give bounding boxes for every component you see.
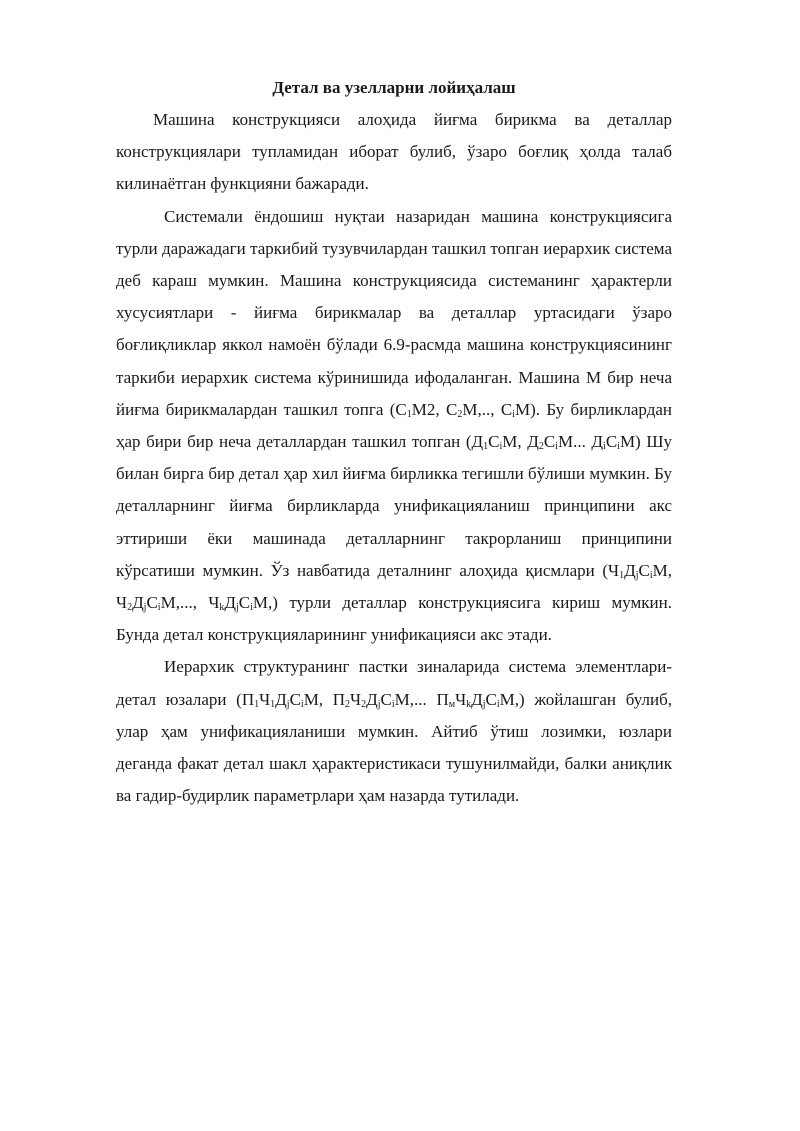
text-run: С (605, 432, 618, 452)
text-run: М, Ч (116, 560, 672, 613)
subscript: i (649, 569, 653, 581)
subscript: 2 (345, 698, 351, 710)
text-run: М,) турли деталлар конструкциясига кириш мумкин. Бунда детал конструкцияларининг унификацияси акс этади. (116, 593, 672, 645)
text-run: Иерархик структуранинг пастки зиналарида система элементлари-детал юзалари (П (116, 657, 672, 709)
subscript: м (448, 698, 456, 710)
text-run: М). Бу бирликлардан ҳар бири бир неча деталлардан ташкил топган (Д (116, 399, 672, 452)
text-run: Д (275, 689, 287, 709)
subscript: 2 (361, 698, 367, 710)
subscript: j (635, 569, 639, 581)
text-run: С (146, 593, 158, 613)
subscript: i (391, 698, 395, 710)
subscript: i (300, 698, 304, 710)
text-run: М, Д (502, 432, 539, 452)
subscript: i (499, 441, 503, 453)
subscript: i (555, 441, 558, 453)
text-run: Ч (259, 689, 271, 709)
text-run: М) Шу билан бирга бир детал ҳар хил йиғма бирликка тегишли бўлиши мумкин. Бу деталларнинг йиғма бирликларда унификацияланиш принципини акс эттириши ёки машинада деталларнинг такрорланиш принципини кўрсатиши мумкин. Ўз навбатида деталнинг алоҳида қисмлари (Ч (116, 432, 672, 580)
subscript: i (603, 441, 606, 453)
text-run: М, П (303, 689, 346, 709)
subscript: 1 (483, 441, 489, 453)
text-run: Ч (455, 689, 467, 709)
subscript: j (286, 698, 290, 710)
document-title: Детал ва узелларни лойиҳалаш (272, 78, 516, 97)
subscript: 1 (406, 408, 412, 420)
subscript: i (617, 441, 620, 453)
text-run: М,..., Ч (160, 593, 220, 613)
text-run: С (485, 689, 497, 709)
text-run: С (488, 432, 500, 452)
text-run: Д (132, 593, 144, 613)
subscript: i (157, 602, 161, 614)
text-run: Ч (350, 689, 362, 709)
subscript: j (236, 602, 239, 614)
text-run: Системали ёндошиш нуқтаи назаридан машина конструкциясига турли даражадаги таркибий тузувчилардан ташкил топган иерархик система деб караш мумкин. Машина конструкциясида системанинг ҳарактерли хусусиятлари - йиғма бирикмалар ва деталлар уртасидаги ўзаро боғлиқликлар яккол намоён бўлади 6.9-расмда машина конструкциясининг таркиби иерархик система кўринишида ифодаланган. Машина М бир неча йиғма бирикмалардан ташкил топга (С (116, 206, 672, 419)
text-run: М,) жойлашган булиб, улар ҳам унификацияланиши мумкин. Айтиб ўтиш лозимки, юзлари деганда факат детал шакл ҳарактеристикаси тушунилмайди, балки аниқлик ва гадир-будирлик параметрлари ҳам назарда тутилади. (116, 689, 672, 806)
subscript: i (250, 602, 253, 614)
subscript: 1 (619, 569, 625, 581)
subscript: 2 (127, 602, 133, 614)
paragraph-2 (116, 201, 672, 652)
subscript: j (482, 698, 486, 710)
subscript: j (143, 602, 147, 614)
text-run: М... Д (557, 432, 604, 452)
text-run: С (638, 560, 650, 580)
text-run: Д (366, 689, 378, 709)
subscript: 1 (254, 698, 260, 710)
text-run: С (289, 689, 301, 709)
subscript: k (466, 698, 472, 710)
text-run: С (543, 432, 556, 452)
paragraph-1: Машина конструкцияси алоҳида йиғма бирикма ва деталлар конструкциялари тупламидан иборат булиб, ўзаро боғлиқ ҳолда талаб килинаётган функцияни бажаради. (116, 110, 672, 194)
document-body (116, 72, 672, 812)
text-run: Д (224, 593, 237, 613)
text-run: С (380, 689, 392, 709)
subscript: j (377, 698, 381, 710)
subscript: 2 (538, 441, 544, 453)
text-run: Д (471, 689, 483, 709)
subscript: i (496, 698, 500, 710)
text-run: М,... П (394, 689, 449, 709)
subscript: i (512, 408, 515, 420)
subscript: 2 (457, 408, 463, 420)
text-run: Д (624, 560, 636, 580)
subscript: k (219, 602, 225, 614)
paragraph-3 (116, 651, 672, 812)
text-run: М,.., С (462, 399, 513, 419)
text-run: М2, С (411, 399, 458, 419)
subscript: 1 (270, 698, 276, 710)
text-run: С (238, 593, 251, 613)
